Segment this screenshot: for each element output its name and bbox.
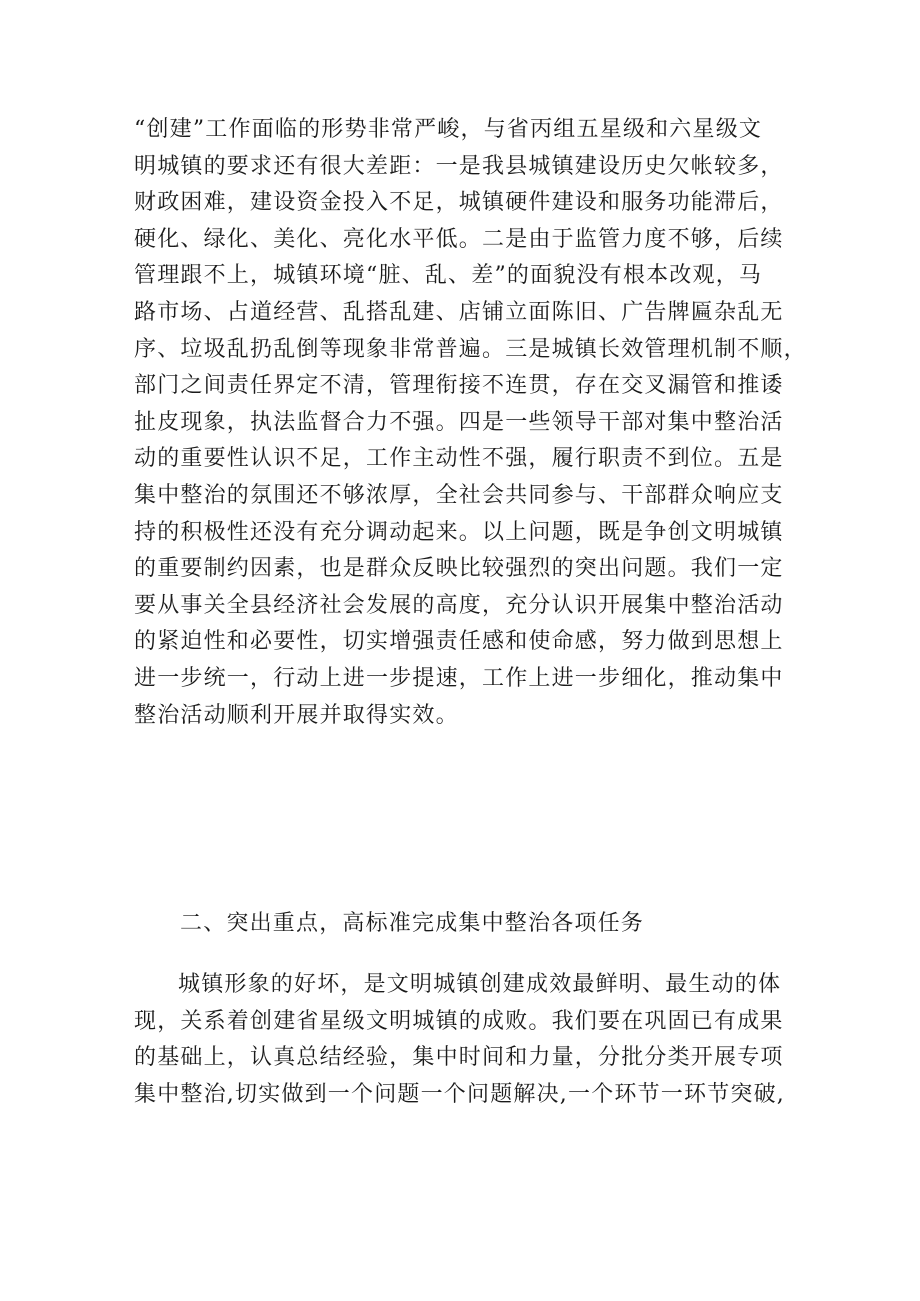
text-line: 持的积极性还没有充分调动起来。以上问题，既是争创文明城镇 bbox=[134, 519, 784, 545]
text-line: 明城镇的要求还有很大差距：一是我县城镇建设历史欠帐较多， bbox=[134, 153, 784, 179]
text-line: 财政困难，建设资金投入不足，城镇硬件建设和服务功能滞后， bbox=[134, 190, 784, 216]
text-line: 的基础上，认真总结经验，集中时间和力量，分批分类开展专项 bbox=[134, 1045, 784, 1071]
text-line: 现，关系着创建省星级文明城镇的成败。我们要在巩固已有成果 bbox=[134, 1008, 784, 1034]
text-line: 集中整治的氛围还不够浓厚，全社会共同参与、干部群众响应支 bbox=[134, 482, 784, 508]
text-line: 要从事关全县经济社会发展的高度，充分认识开展集中整治活动 bbox=[134, 592, 784, 618]
text-line: 路市场、占道经营、乱搭乱建、店铺立面陈旧、广告牌匾杂乱无 bbox=[134, 299, 784, 325]
text-line: 动的重要性认识不足，工作主动性不强，履行职责不到位。五是 bbox=[134, 446, 784, 472]
text-line: 扯皮现象，执法监督合力不强。四是一些领导干部对集中整治活 bbox=[134, 409, 784, 435]
text-line: 硬化、绿化、美化、亮化水平低。二是由于监管力度不够，后续 bbox=[134, 226, 784, 252]
section-heading: 二、突出重点，高标准完成集中整治各项任务 bbox=[180, 911, 645, 936]
text-line: 集中整治,切实做到一个问题一个问题解决,一个环节一环节突破, bbox=[134, 1081, 785, 1107]
text-line: 整治活动顺利开展并取得实效。 bbox=[134, 702, 459, 728]
text-line: 城镇形象的好坏，是文明城镇创建成效最鲜明、最生动的体 bbox=[178, 972, 782, 997]
paragraph-section-two bbox=[134, 967, 794, 1113]
text-line: 进一步统一，行动上进一步提速，工作上进一步细化，推动集中 bbox=[134, 665, 784, 691]
text-line: 管理跟不上，城镇环境“脏、乱、差”的面貌没有根本改观，马 bbox=[134, 263, 763, 289]
text-line: “创建”工作面临的形势非常严峻，与省丙组五星级和六星级文 bbox=[134, 117, 763, 142]
text-line: 的紧迫性和必要性，切实增强责任感和使命感，努力做到思想上 bbox=[134, 629, 784, 655]
text-line: 的重要制约因素，也是群众反映比较强烈的突出问题。我们一定 bbox=[134, 556, 784, 582]
text-line: 部门之间责任界定不清，管理衔接不连贯，存在交叉漏管和推诿 bbox=[134, 373, 784, 399]
paragraph-continuation bbox=[134, 112, 807, 734]
text-line: 序、垃圾乱扔乱倒等现象非常普遍。三是城镇长效管理机制不顺， bbox=[134, 336, 807, 362]
